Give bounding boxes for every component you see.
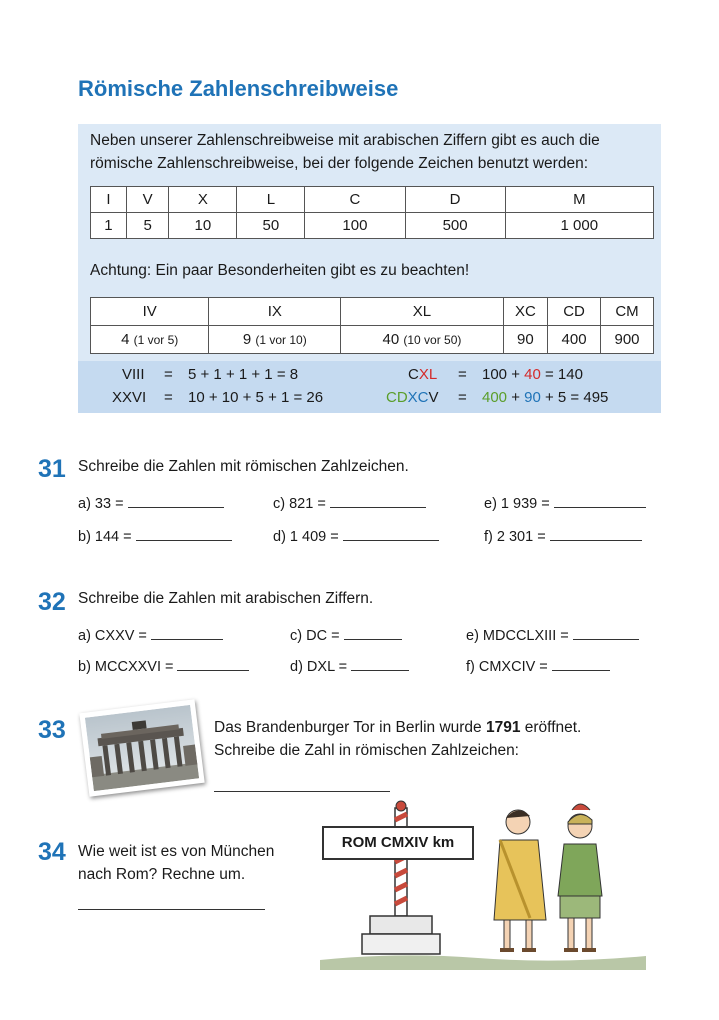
table-cell: 5 [126,213,168,239]
task33-text [214,716,581,762]
ground-shape [320,955,646,970]
table-cell: L [237,187,305,213]
table-cell: CD [548,298,601,326]
example-calc [482,366,583,383]
cell-value: 9 [242,331,252,348]
task34-line1: Wie weit ist es von München [78,843,275,860]
table-cell: XL [341,298,503,326]
table-cell [209,326,341,354]
exercise-label: c) DC = [290,628,340,644]
calc-part: + [507,389,525,406]
signpost-icon [362,801,440,954]
task-number: 31 [38,455,66,483]
distance-sign: ROM CMXIV km [322,826,474,860]
table-cell: 1 000 [505,213,653,239]
table-cell: D [405,187,505,213]
exercise-item [273,494,426,512]
table-cell: CM [601,298,654,326]
table-cell: 900 [601,326,654,354]
exercise-label: f) CMXCIV = [466,659,548,675]
exercise-label: b) 144 = [78,529,132,545]
exercise-label: d) DXL = [290,659,348,675]
exercise-item [484,494,646,512]
cell-value: 4 [121,331,130,348]
example-row [78,366,661,386]
info-box [78,124,661,413]
table-cell: IX [209,298,341,326]
table-row [91,326,654,354]
answer-line[interactable] [550,527,642,541]
calc-part: + 5 = 495 [540,389,609,406]
calc-part-blue: 90 [524,389,541,406]
table-cell: C [305,187,405,213]
example-roman [408,366,437,383]
exercise-label: d) 1 409 = [273,529,339,545]
table-cell: XC [503,298,547,326]
text-part: eröffnet. [520,719,582,736]
calc-part: 100 + [482,366,525,383]
roman-part-green: CD [386,389,408,406]
table-cell: M [505,187,653,213]
intro-text: Neben unserer Zahlenschreibweise mit arabischen Ziffern gibt es auch die römische Zahlenschreibweise, bei der folgende Zeichen benutzt werden: [90,132,600,172]
year-bold: 1791 [485,719,521,736]
example-row [78,389,661,409]
task-number: 32 [38,588,66,616]
answer-line[interactable] [330,494,426,508]
answer-line[interactable] [177,657,249,671]
answer-line[interactable] [136,527,232,541]
answer-line[interactable] [151,626,223,640]
exercise-item [78,657,249,675]
exercise-item [290,626,402,644]
exercise-label: a) 33 = [78,496,124,512]
exercise-label: e) MDCCLXIII = [466,628,569,644]
answer-line[interactable] [344,626,402,640]
task-number: 33 [38,716,66,744]
calc-part-red: 40 [524,366,541,383]
table-row [91,213,654,239]
answer-line[interactable] [78,909,265,910]
task34-text [78,840,274,886]
cell-value: 40 [382,331,400,348]
table-cell: V [126,187,168,213]
answer-line[interactable] [214,791,390,792]
table-cell [91,326,209,354]
table-cell: 400 [548,326,601,354]
page-title: Römische Zahlenschreibweise [78,76,399,101]
examples-strip [78,361,661,413]
exercise-item [78,626,223,644]
table-cell: 500 [405,213,505,239]
roman-part-red: XL [418,366,438,383]
exercise-item [273,527,439,545]
example-calc: 5 + 1 + 1 + 1 = 8 [188,366,299,383]
table-cell: IV [91,298,209,326]
table-cell: 1 [91,213,127,239]
task33-line1 [214,716,581,739]
cell-note: (10 vor 50) [403,333,462,347]
roman-part: V [428,389,439,406]
exercise-item [466,657,610,675]
exercise-item [78,527,232,545]
table-row [91,298,654,326]
task33-line2: Schreibe die Zahl in römischen Zahlzeichen: [214,742,519,759]
example-eq: = [458,389,467,406]
special-cases-table [90,297,654,354]
brandenburg-gate-photo [79,699,204,797]
exercise-item [466,626,639,644]
example-eq: = [164,366,173,383]
text-part: Das Brandenburger Tor in Berlin wurde [214,719,486,736]
table-cell: 90 [503,326,547,354]
answer-line[interactable] [552,657,610,671]
cell-note: (1 vor 10) [255,333,307,347]
task-instruction: Schreibe die Zahlen mit römischen Zahlzeichen. [78,458,409,475]
table-row [91,187,654,213]
answer-line[interactable] [573,626,639,640]
roman-part-blue: XC [407,389,429,406]
task-number: 34 [38,838,66,866]
task34-line2: nach Rom? Rechne um. [78,866,246,883]
answer-line[interactable] [351,657,409,671]
exercise-label: f) 2 301 = [484,529,546,545]
example-eq: = [164,389,173,406]
answer-line[interactable] [128,494,224,508]
exercise-item [484,527,642,545]
example-roman: XXVI [112,389,147,406]
example-eq: = [458,366,467,383]
table-cell: 100 [305,213,405,239]
example-roman [386,389,439,406]
calc-part: = 140 [540,366,583,383]
exercise-label: c) 821 = [273,496,326,512]
exercise-item [290,657,409,675]
table-cell: I [91,187,127,213]
table-cell: X [169,187,237,213]
roman-figure-icon [494,810,546,950]
table-cell [341,326,503,354]
answer-line[interactable] [343,527,439,541]
warning-text: Achtung: Ein paar Besonderheiten gibt es zu beachten! [90,262,470,279]
task-instruction: Schreibe die Zahlen mit arabischen Ziffern. [78,590,374,607]
example-calc [482,389,608,406]
roman-part: C [408,366,419,383]
cell-note: (1 vor 5) [133,333,179,347]
exercise-label: a) CXXV = [78,628,147,644]
example-roman: VIII [122,366,145,383]
answer-line[interactable] [554,494,646,508]
exercise-label: e) 1 939 = [484,496,550,512]
brandenburg-gate-icon [85,705,199,791]
roman-soldier-icon [558,804,602,950]
example-calc: 10 + 10 + 5 + 1 = 26 [188,389,324,406]
calc-part-green: 400 [482,389,508,406]
table-cell: 50 [237,213,305,239]
exercise-item [78,494,224,512]
exercise-label: b) MCCXXVI = [78,659,174,675]
table-cell: 10 [169,213,237,239]
roman-symbols-table [90,186,654,239]
